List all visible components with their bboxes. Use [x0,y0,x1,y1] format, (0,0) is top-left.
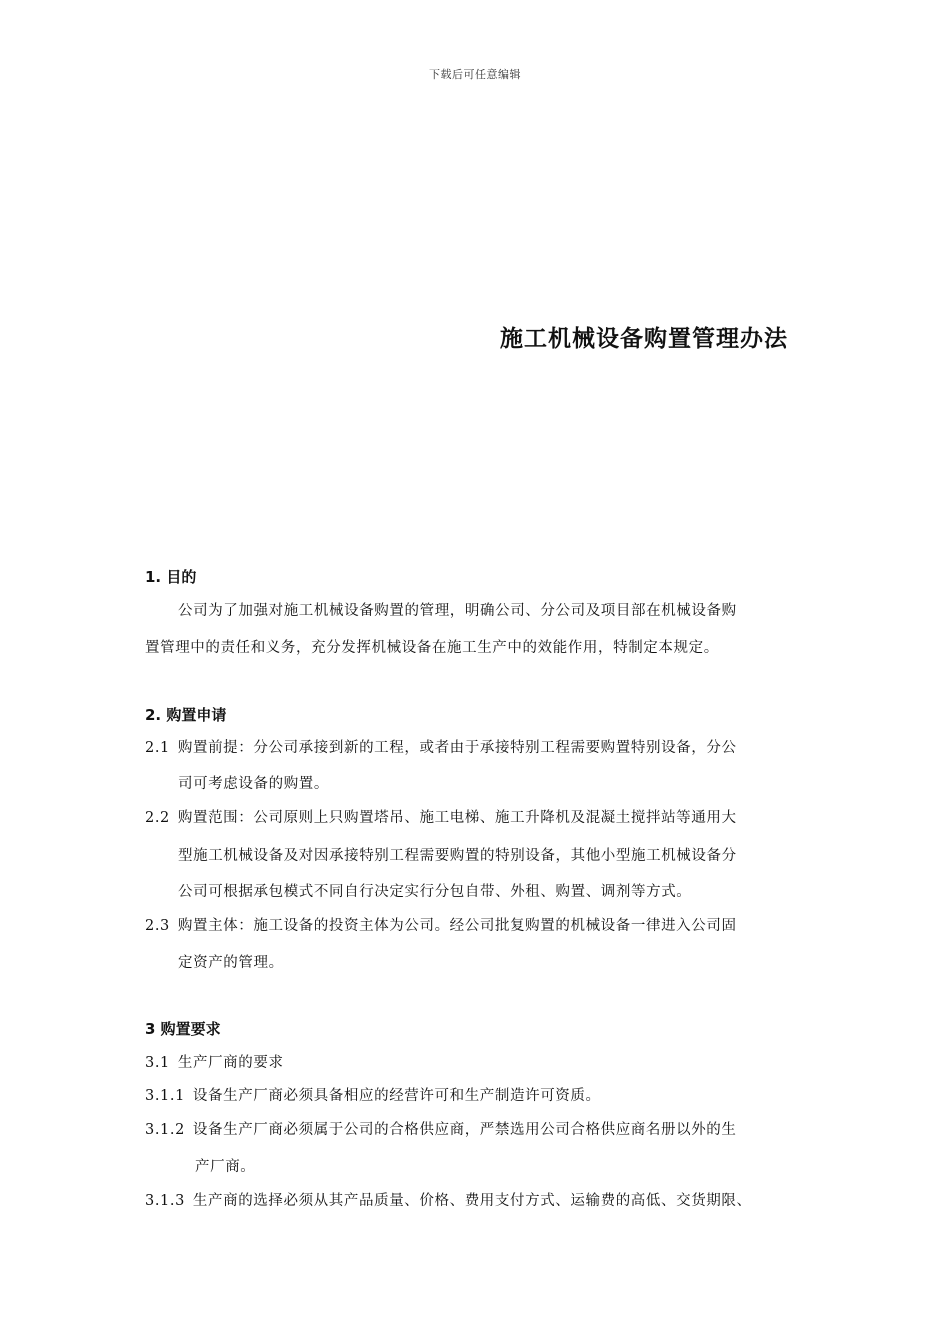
item-3-1-3-line-1 [145,1189,752,1210]
section-1-heading: 1. 目的 [145,568,197,586]
item-2-2-number: 2.2 [145,810,170,826]
header-note: 下载后可任意编辑 [429,68,521,81]
item-2-2-line-1 [145,806,737,827]
item-2-1-line-2: 司可考虑设备的购置。 [178,776,329,792]
item-2-3-line-1 [145,914,737,935]
document-title: 施工机械设备购置管理办法 [500,326,788,352]
item-3-1-2-number: 3.1.2 [145,1122,185,1138]
item-2-1-text: 购置前提：分公司承接到新的工程，或者由于承接特别工程需要购置特别设备，分公 [177,740,737,756]
item-3-1-1-text: 设备生产厂商必须具备相应的经营许可和生产制造许可资质。 [192,1088,601,1104]
item-3-1-2-line-2: 产厂商。 [195,1159,256,1175]
item-2-3-text: 购置主体：施工设备的投资主体为公司。经公司批复购置的机械设备一律进入公司固 [177,918,737,934]
item-2-1-number: 2.1 [145,740,170,756]
item-3-1-text: 生产厂商的要求 [177,1055,284,1071]
item-3-1-2-text: 设备生产厂商必须属于公司的合格供应商，严禁选用公司合格供应商名册以外的生 [192,1122,737,1138]
item-3-1-3-number: 3.1.3 [145,1193,185,1209]
section-2-heading: 2. 购置申请 [145,706,227,724]
item-2-2-line-2: 型施工机械设备及对因承接特别工程需要购置的特别设备，其他小型施工机械设备分 [178,848,737,864]
section-1-paragraph-line-1: 公司为了加强对施工机械设备购置的管理，明确公司、分公司及项目部在机械设备购 [178,603,737,619]
section-3-heading: 3 购置要求 [145,1020,221,1038]
item-3-1-1-number: 3.1.1 [145,1088,185,1104]
item-2-2-text: 购置范围：公司原则上只购置塔吊、施工电梯、施工升降机及混凝土搅拌站等通用大 [177,810,737,826]
item-3-1-3-text: 生产商的选择必须从其产品质量、价格、费用支付方式、运输费的高低、交货期限、 [192,1193,752,1209]
item-3-1-number: 3.1 [145,1055,170,1071]
item-3-1 [145,1051,284,1072]
item-2-3-number: 2.3 [145,918,170,934]
item-2-2-line-3: 公司可根据承包模式不同自行决定实行分包自带、外租、购置、调剂等方式。 [178,884,692,900]
section-1-paragraph-line-2: 置管理中的责任和义务，充分发挥机械设备在施工生产中的效能作用，特制定本规定。 [145,640,719,656]
item-3-1-1 [145,1084,601,1105]
item-2-3-line-2: 定资产的管理。 [178,955,284,971]
item-3-1-2-line-1 [145,1118,737,1139]
item-2-1-line-1 [145,736,737,757]
